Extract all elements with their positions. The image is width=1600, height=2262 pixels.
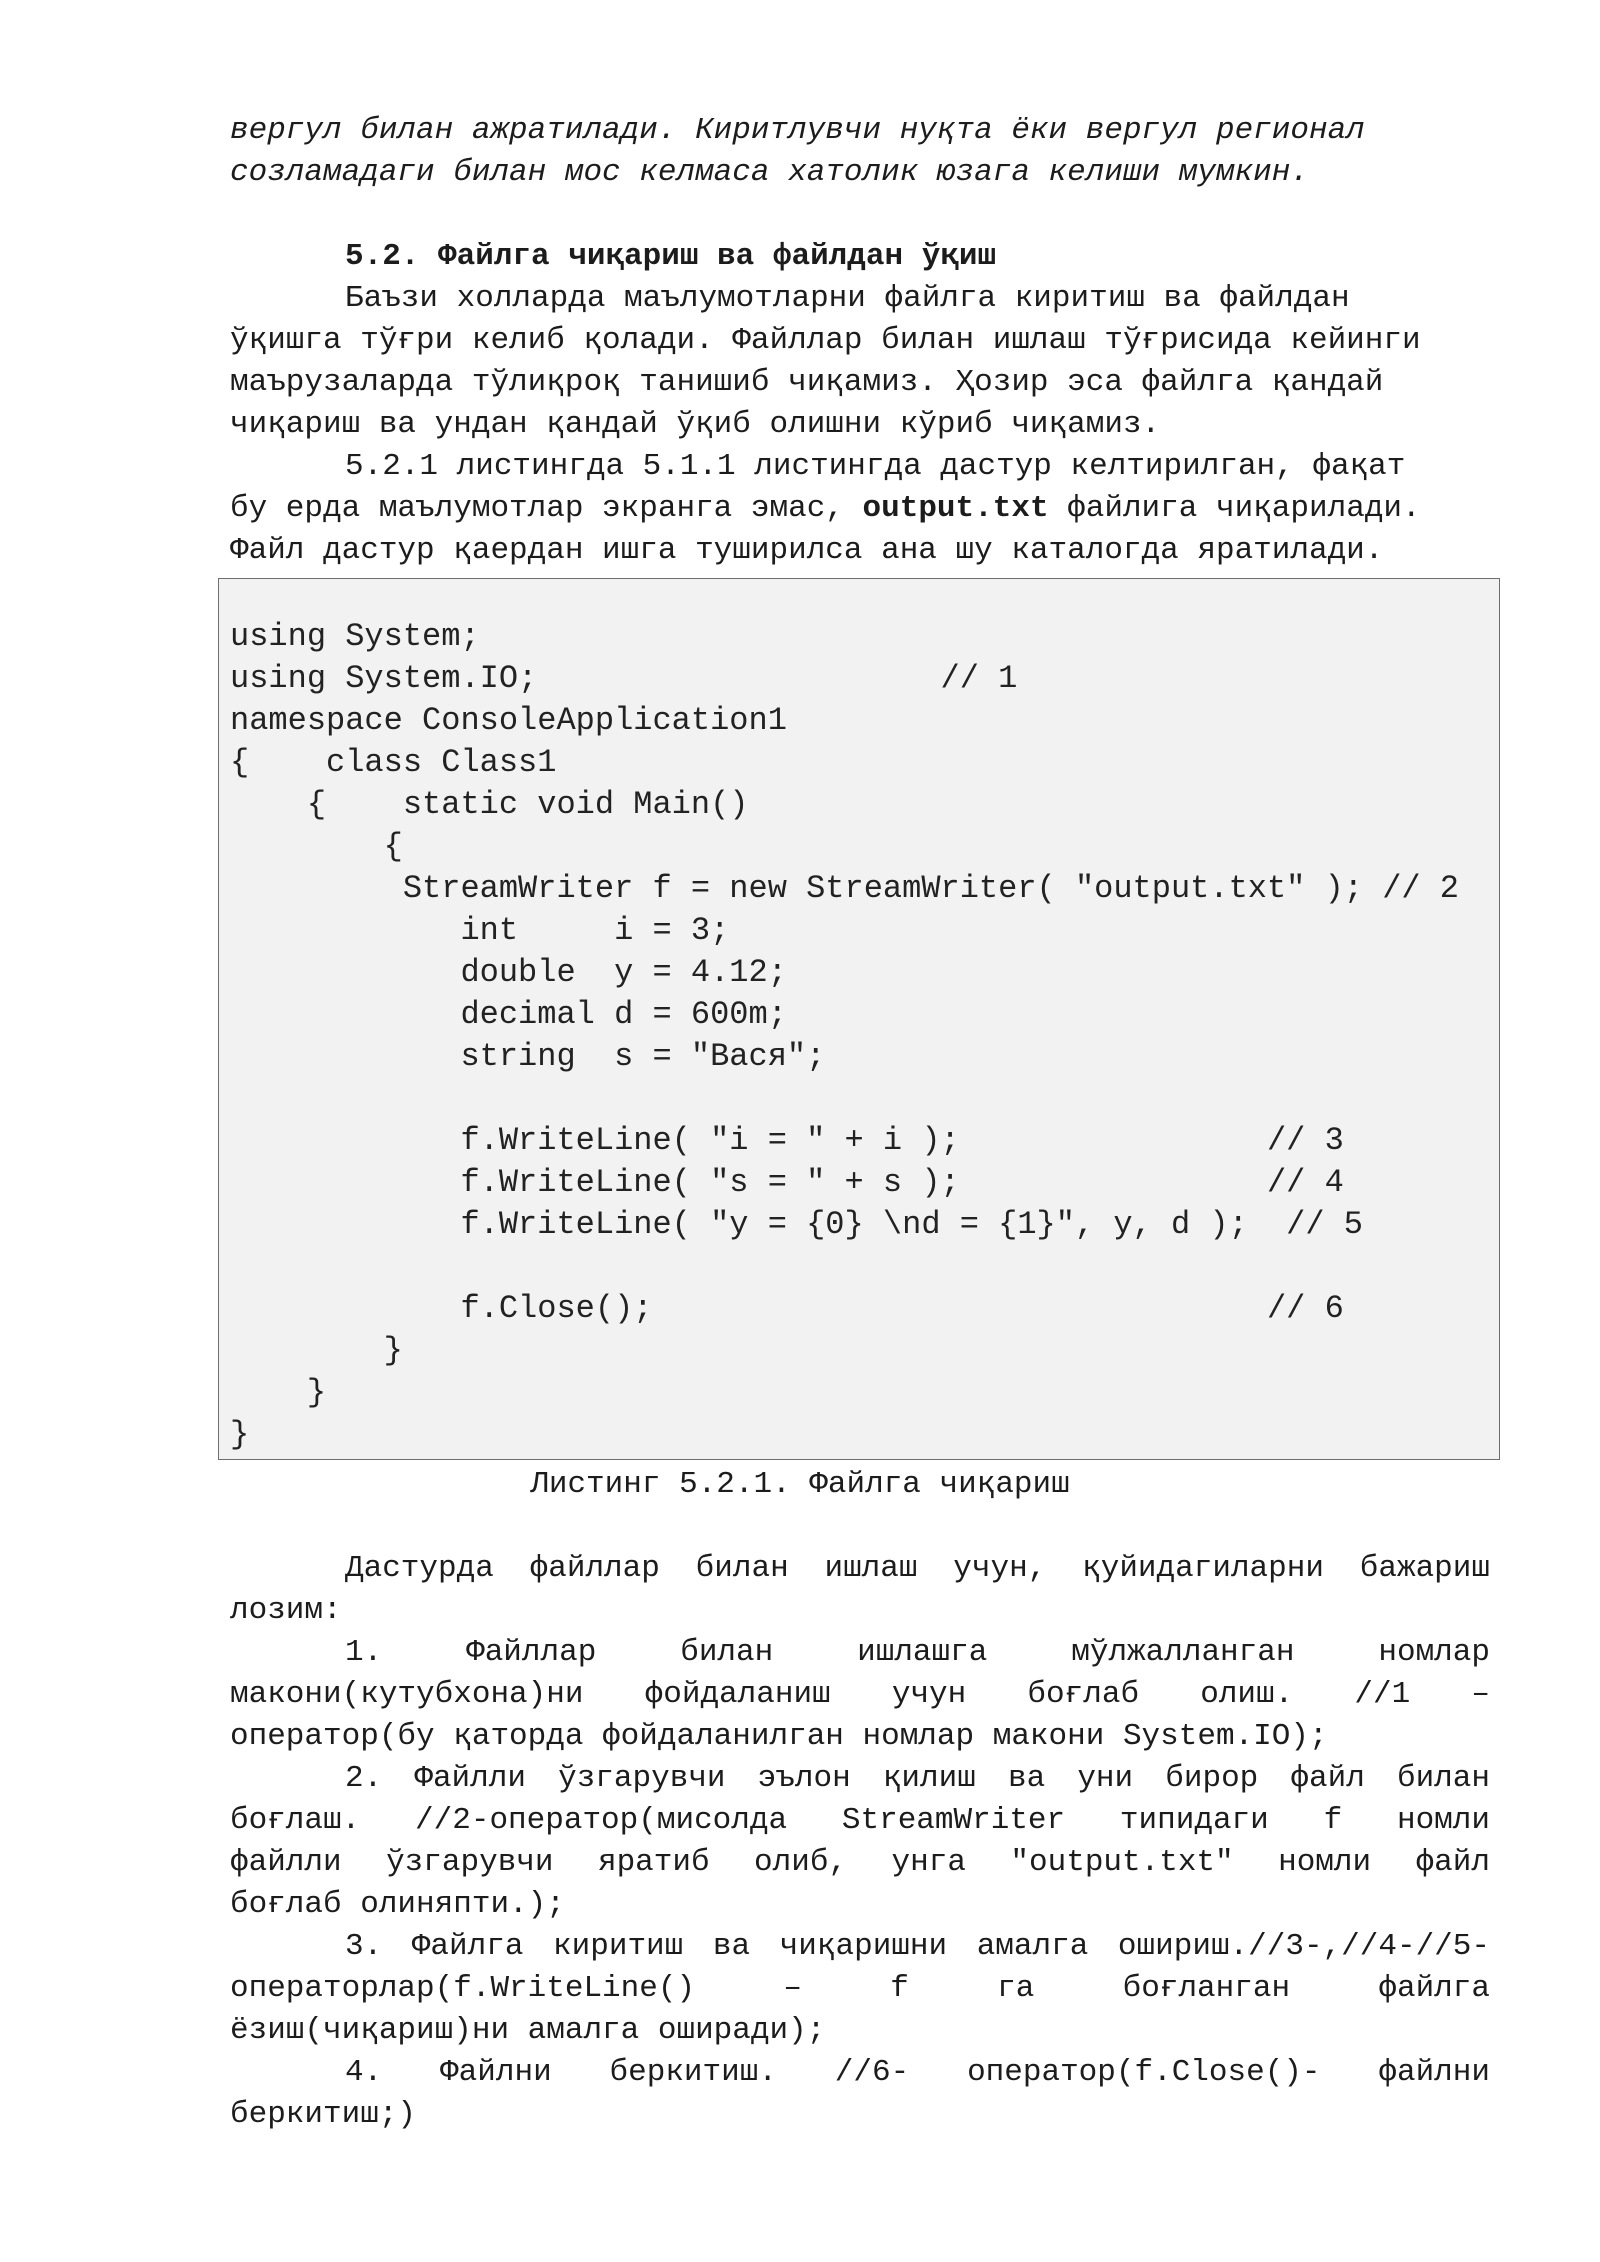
code-line: { static void Main() — [230, 786, 749, 823]
code-line: double y = 4.12; — [230, 954, 787, 991]
paragraph-line: ўқишга тўғри келиб қолади. Файллар билан ишлаш тўғрисида кейинги — [230, 323, 1421, 358]
code-line: } — [230, 1416, 250, 1453]
list-item-line: 4. Файлни беркитиш. //6- оператор(f.Close()- файлни — [345, 2055, 1490, 2090]
code-line: using System; — [230, 618, 480, 655]
code-line: string s = "Вася"; — [230, 1038, 826, 1075]
paragraph-line: чиқариш ва ундан қандай ўқиб олишни кўриб чиқамиз. — [230, 407, 1161, 442]
code-line: } — [230, 1332, 403, 1369]
code-line: decimal d = 600m; — [230, 996, 787, 1033]
list-item-line: ёзиш(чиқариш)ни амалга оширади); — [230, 2013, 826, 2048]
paragraph-line: Дастурда файллар билан ишлаш учун, қуйидагиларни бажариш — [345, 1551, 1490, 1586]
code-line: StreamWriter f = new StreamWriter( "output.txt" ); // 2 — [230, 870, 1459, 907]
list-item-line: 2. Файлли ўзгарувчи эълон қилиш ва уни бирор файл билан — [345, 1761, 1490, 1796]
intro-line: созламадаги билан мос келмаса хатолик юзага келиши мумкин. — [230, 155, 1309, 190]
text-run: файлига чиқарилади. — [1048, 491, 1421, 526]
text-run: бу ерда маълумотлар экранга эмас, — [230, 491, 863, 526]
paragraph-line: 5.2.1 листингда 5.1.1 листингда дастур келтирилган, фақат — [345, 449, 1406, 484]
paragraph-line: Баъзи холларда маълумотларни файлга киритиш ва файлдан — [345, 281, 1350, 316]
list-item-line: боғлаб олиняпти.); — [230, 1887, 565, 1922]
list-item-line: макони(кутубхона)ни фойдаланиш учун боғлаб олиш. //1 – — [230, 1677, 1490, 1712]
code-line: } — [230, 1374, 327, 1411]
paragraph-line — [230, 488, 1421, 530]
list-item-line: беркитиш;) — [230, 2097, 417, 2132]
code-line: f.WriteLine( "s = " + s ); // 4 — [230, 1164, 1344, 1201]
code-line: f.WriteLine( "i = " + i ); // 3 — [230, 1122, 1344, 1159]
code-line: { — [230, 828, 403, 865]
paragraph-line: Файл дастур қаердан ишга туширилса ана шу каталогда яратилади. — [230, 533, 1384, 568]
paragraph-line: лозим: — [230, 1593, 342, 1628]
listing-caption: Листинг 5.2.1. Файлга чиқариш — [530, 1467, 1070, 1502]
code-line: f.WriteLine( "y = {0} \nd = {1}", y, d ); // 5 — [230, 1206, 1363, 1243]
filename-bold: output.txt — [862, 491, 1049, 526]
intro-line: вергул билан ажратилади. Киритлувчи нуқта ёки вергул регионал — [230, 113, 1365, 148]
code-line: { class Class1 — [230, 744, 557, 781]
list-item-line: боғлаш. //2-оператор(мисолда StreamWriter типидаги f номли — [230, 1803, 1490, 1838]
list-item-line: операторлар(f.WriteLine() – f га боғланган файлга — [230, 1971, 1490, 2006]
code-listing — [218, 578, 1500, 1460]
code-line: int i = 3; — [230, 912, 730, 949]
section-heading: 5.2. Файлга чиқариш ва файлдан ўқиш — [345, 239, 997, 274]
paragraph-line: маърузаларда тўлиқроқ танишиб чиқамиз. Ҳозир эса файлга қандай — [230, 365, 1384, 400]
code-line: using System.IO; // 1 — [230, 660, 1018, 697]
list-item-line: файлли ўзгарувчи яратиб олиб, унга "output.txt" номли файл — [230, 1845, 1490, 1880]
code-line: namespace ConsoleApplication1 — [230, 702, 787, 739]
code-line: f.Close(); // 6 — [230, 1290, 1344, 1327]
list-item-line: 1. Файллар билан ишлашга мўлжалланган номлар — [345, 1635, 1490, 1670]
list-item-line: 3. Файлга киритиш ва чиқаришни амалга ошириш.//3-,//4-//5- — [345, 1929, 1490, 1964]
list-item-line: оператор(бу қаторда фойдаланилган номлар макони System.IO); — [230, 1719, 1328, 1754]
